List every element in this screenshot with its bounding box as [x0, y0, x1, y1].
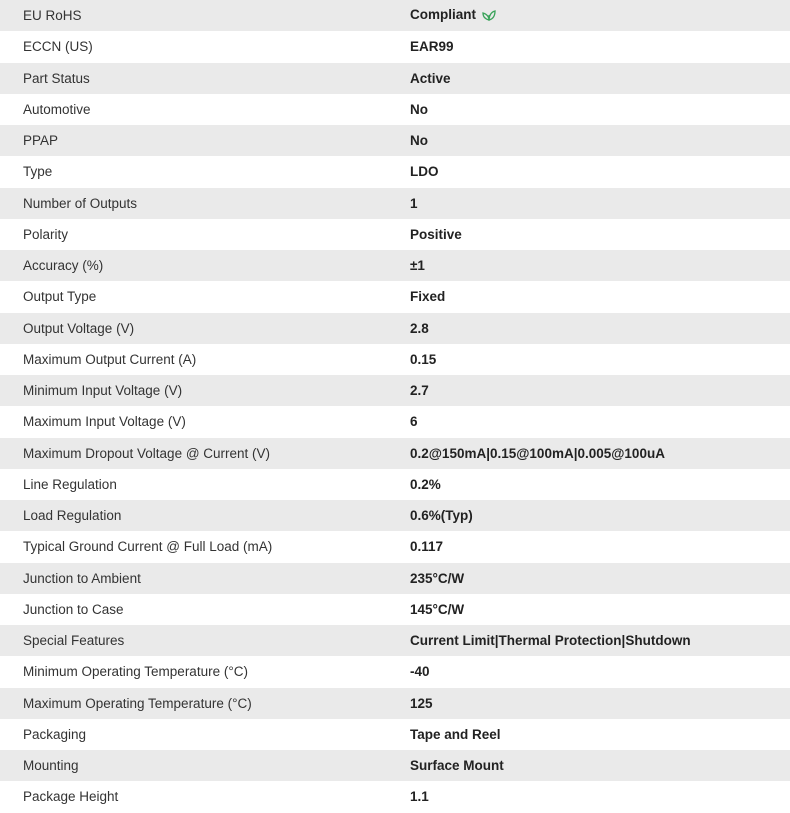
table-row: [0, 219, 790, 250]
row-value: Fixed: [410, 289, 446, 305]
row-value: 145°C/W: [410, 601, 465, 617]
table-row: [0, 719, 790, 750]
row-value: No: [410, 133, 428, 149]
row-label: Mounting: [23, 758, 79, 774]
row-value: 1: [410, 195, 418, 211]
row-value: -40: [410, 664, 430, 680]
row-label: Automotive: [23, 101, 91, 117]
row-value: ±1: [410, 258, 425, 274]
row-value: Active: [410, 70, 451, 86]
row-label: Maximum Dropout Voltage @ Current (V): [23, 445, 271, 461]
table-row: [0, 63, 790, 94]
table-row: [0, 531, 790, 562]
row-value: 0.2@150mA|0.15@100mA|0.005@100uA: [410, 445, 665, 461]
row-label: Maximum Operating Temperature (°C): [23, 695, 252, 711]
row-label: Junction to Ambient: [23, 570, 141, 586]
row-label: Part Status: [23, 70, 90, 86]
table-row: [0, 563, 790, 594]
table-row: [0, 0, 790, 31]
row-value: LDO: [410, 164, 439, 180]
row-value: 2.7: [410, 383, 429, 399]
row-value: Positive: [410, 226, 462, 242]
row-label: PPAP: [23, 133, 59, 149]
table-row: [0, 31, 790, 62]
row-label: EU RoHS: [23, 8, 82, 24]
row-value: 0.6%(Typ): [410, 508, 473, 524]
row-value: Current Limit|Thermal Protection|Shutdown: [410, 633, 691, 649]
row-label: Maximum Output Current (A): [23, 351, 197, 367]
table-row: [0, 156, 790, 187]
row-value: 0.117: [410, 539, 444, 555]
row-label: Junction to Case: [23, 601, 124, 617]
table-row: [0, 250, 790, 281]
row-value: 6: [410, 414, 418, 430]
row-value-cell: [410, 0, 790, 31]
row-label: Load Regulation: [23, 508, 122, 524]
row-value: No: [410, 101, 428, 117]
row-label: ECCN (US): [23, 39, 93, 55]
table-row: [0, 125, 790, 156]
row-value: 235°C/W: [410, 570, 465, 586]
row-label: Special Features: [23, 633, 125, 649]
table-row: [0, 594, 790, 625]
table-row: [0, 94, 790, 125]
table-row: [0, 688, 790, 719]
row-value: 0.2%: [410, 476, 441, 492]
row-label: Line Regulation: [23, 476, 117, 492]
row-label: Polarity: [23, 226, 69, 242]
table-row: [0, 188, 790, 219]
table-row: [0, 469, 790, 500]
table-row: [0, 438, 790, 469]
row-label: Number of Outputs: [23, 195, 138, 211]
table-row: [0, 375, 790, 406]
row-label: Maximum Input Voltage (V): [23, 414, 186, 430]
table-row: [0, 500, 790, 531]
row-label: Package Height: [23, 789, 119, 805]
row-label: Minimum Input Voltage (V): [23, 383, 183, 399]
row-value: 125: [410, 695, 433, 711]
row-value: Tape and Reel: [410, 726, 501, 742]
leaf-icon: [482, 9, 496, 24]
row-label: Output Voltage (V): [23, 320, 135, 336]
row-value: Surface Mount: [410, 758, 504, 774]
row-label: Accuracy (%): [23, 258, 104, 274]
row-value: 1.1: [410, 789, 429, 805]
row-label: Type: [23, 164, 53, 180]
table-row: [0, 656, 790, 687]
row-label: Output Type: [23, 289, 97, 305]
row-value: EAR99: [410, 39, 454, 55]
row-value: 0.15: [410, 351, 437, 367]
table-row: [0, 281, 790, 312]
row-value: Compliant: [410, 7, 476, 23]
table-row: [0, 406, 790, 437]
table-row: [0, 344, 790, 375]
row-label: Packaging: [23, 726, 87, 742]
row-label: Typical Ground Current @ Full Load (mA): [23, 539, 273, 555]
table-row: [0, 625, 790, 656]
table-row: [0, 313, 790, 344]
row-value: 2.8: [410, 320, 429, 336]
table-row: [0, 750, 790, 781]
row-label: Minimum Operating Temperature (°C): [23, 664, 248, 680]
